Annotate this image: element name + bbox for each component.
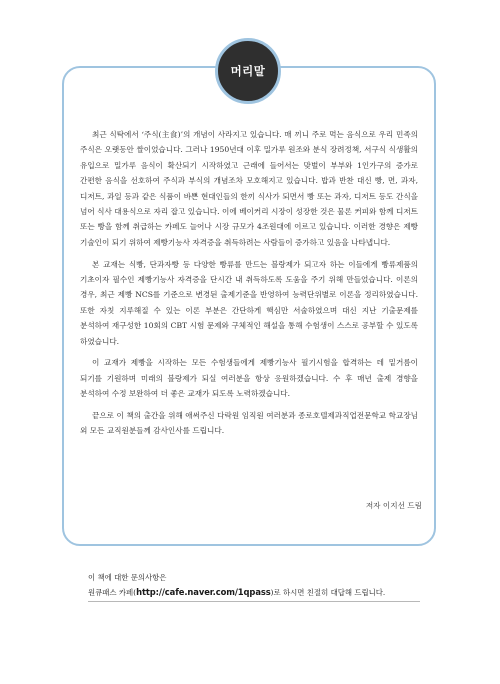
cafe-url-link[interactable]: http://cafe.naver.com/1qpass <box>136 587 271 597</box>
paragraph-1: 최근 식탁에서 ‘주식(主食)’의 개념이 사라지고 있습니다. 매 끼니 주로 먹는 음식으로 우리 민족의 주식은 오랫동안 쌀이었습니다. 그러나 1950년대 이후 밀가루 원조와 분식 장려정책, 서구식 식생활의 유입으로 밀가루 음식이 확산되기 시작하였고 근래에 들어서는 맞벌이 부부와 1인가구의 증가로 간편한 음식을 선호하여 주식과 부식의 개념조차 모호해지고 있습니다. 밥과 반찬 대신 빵, 면, 과자, 디저트, 과일 등과 같은 식품이 바쁜 현대인들의 한끼 식사가 되면서 빵 또는 과자, 디저트 등도 간식을 넘어 식사 대용식으로 자리 잡고 있습니다. 이에 베이커리 시장이 성장한 것은 물론 커피와 함께 디저트 또는 빵을 함께 취급하는 카페도 늘어나 시장 규모가 4조원대에 이르고 있습니다. 이러한 경향은 제빵 기술인이 되기 위하여 제빵기능사 자격증을 취득하려는 사람들이 증가하고 있음을 나타냅니다. <box>80 130 418 247</box>
author-signature: 저자 이지선 드림 <box>365 501 422 510</box>
preface-title: 머리말 <box>230 64 266 78</box>
paragraph-4: 끝으로 이 책의 출간을 위해 애써주신 다락원 임직원 여러분과 종로호텔제과직업전문학교 학교장님 외 모든 교직원분들께 감사인사를 드립니다. <box>80 411 418 436</box>
contact-line-2 <box>88 585 418 600</box>
contact-info <box>88 571 418 600</box>
paragraph-3: 이 교재가 제빵을 시작하는 모든 수험생들에게 제빵기능사 필기시험을 합격하는 데 밑거름이 되기를 기원하며 미래의 블랑제가 되실 여러분을 항상 응원하겠습니다. 수 후 매년 출제 경향을 분석하여 수정 보완하여 더 좋은 교재가 되도록 노력하겠습니다. <box>80 358 418 399</box>
contact-line-1: 이 책에 대한 문의사항은 <box>88 573 167 582</box>
preface-badge <box>215 38 281 104</box>
preface-body <box>80 127 418 445</box>
paragraph-2: 본 교재는 식빵, 단과자빵 등 다양한 빵류를 만드는 블랑제가 되고자 하는 이들에게 빵류제품의 기초이자 필수인 제빵기능사 자격증을 단시간 내 취득하도록 도움을 주기 위해 만들었습니다. 이론의 경우, 최근 제빵 NCS를 기준으로 변경된 출제기준을 반영하여 능력단위별로 이론을 정리하였습니다. 또한 자칫 지루해질 수 있는 이론 부분은 간단하게 핵심만 서술하였으며 대신 지난 기출문제를 분석하여 재구성한 10회의 CBT 시험 문제와 구체적인 해설을 통해 수험생이 스스로 공부할 수 있도록 하였습니다. <box>80 259 418 346</box>
contact-prefix: 원큐패스 카페( <box>88 588 137 597</box>
contact-suffix: )로 하시면 친절히 대답해 드립니다. <box>270 588 386 597</box>
bottom-divider <box>88 601 420 602</box>
